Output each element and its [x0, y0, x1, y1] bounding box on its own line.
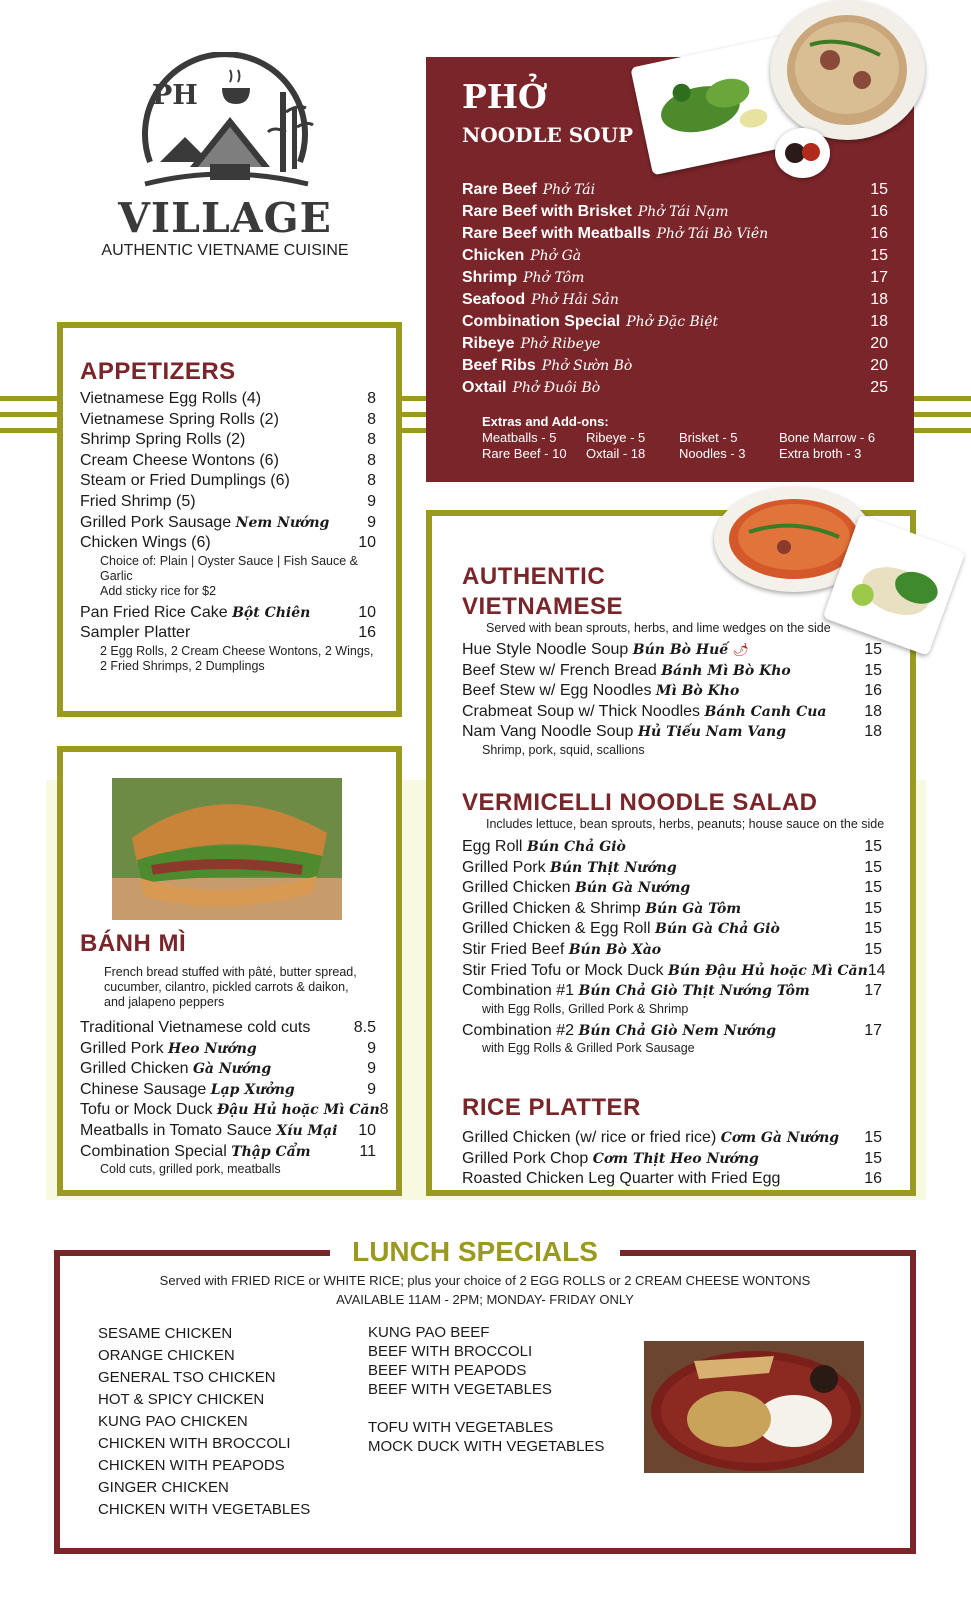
stripe-right-3: [914, 428, 971, 433]
banh-mi-item-price: 9: [367, 1060, 376, 1078]
appetizer-item-price: 8: [367, 390, 376, 407]
banh-mi-description: French bread stuffed with pâté, butter spread, cucumber, cilantro, pickled carrots & daikon, and jalapeno peppers: [104, 965, 357, 1009]
pho-item-price: 18: [870, 313, 888, 330]
pho-item: [462, 311, 888, 333]
banh-mi-item: [80, 1080, 376, 1101]
pho-item-en: Ribeye: [462, 335, 515, 352]
vermicelli-item-vn: Bún Đậu Hủ hoặc Mì Căn: [668, 962, 868, 979]
pho-item: [462, 355, 888, 377]
banh-mi-item-en: Meatballs in Tomato Sauce: [80, 1121, 272, 1139]
pho-item: [462, 289, 888, 311]
extra-item: Noodles - 3: [679, 446, 746, 461]
extras-title: Extras and Add-ons:: [482, 414, 609, 429]
banh-mi-item-name: [80, 1121, 337, 1142]
vermicelli-subtitle: Includes lettuce, bean sprouts, herbs, peanuts; house sauce on the side: [486, 817, 885, 831]
pho-item-name: [462, 179, 595, 201]
pho-item: [462, 179, 888, 201]
appetizer-item-en: Cream Cheese Wontons (6): [80, 451, 279, 469]
vermicelli-item-vn: Bún Chả Giò: [526, 839, 626, 855]
banh-mi-item-price: 9: [367, 1039, 376, 1057]
vermicelli-items: [462, 837, 886, 1060]
vermicelli-item-price: 14: [867, 961, 886, 979]
appetizer-item-vn: Bột Chiên: [232, 604, 311, 621]
stripe-mid-2: [400, 412, 426, 417]
appetizer-item: [80, 513, 376, 534]
vermicelli-item-note: with Egg Rolls, Grilled Pork & Shrimp: [482, 1001, 689, 1016]
village-logo-icon: [130, 52, 320, 202]
vermicelli-item-name: [462, 1021, 776, 1042]
lunch-beef-tofu-list: [368, 1323, 604, 1456]
banh-mi-item-price: 9: [367, 1080, 376, 1098]
appetizer-item-en: Pan Fried Rice Cake: [80, 603, 228, 621]
pho-item-price: 16: [870, 225, 888, 242]
pho-item: [462, 377, 888, 399]
pho-item-en: Seafood: [462, 291, 526, 308]
banh-mi-item-note: Cold cuts, grilled pork, meatballs: [100, 1162, 281, 1177]
lunch-note-1: Served with FRIED RICE or WHITE RICE; plus your choice of 2 EGG ROLLS or 2 CREAM CHEESE WONTONS: [159, 1273, 811, 1288]
banh-mi-item-vn: Xíu Mại: [276, 1122, 338, 1139]
stripe-mid-1: [400, 396, 426, 401]
rice-item-en: Roasted Chicken Leg Quarter with Fried Egg: [462, 1170, 781, 1188]
authentic-item-vn: Hủ Tiếu Nam Vang: [637, 724, 786, 741]
authentic-item-en: Crabmeat Soup w/ Thick Noodles: [462, 702, 701, 720]
appetizer-item-en: Fried Shrimp (5): [80, 492, 196, 510]
extra-item: Extra broth - 3: [779, 446, 862, 461]
vermicelli-item: [462, 878, 882, 899]
rice-item-price: 15: [864, 1129, 882, 1146]
vermicelli-item-vn: Bún Bò Xào: [568, 941, 662, 958]
lunch-item: TOFU WITH VEGETABLES: [368, 1419, 554, 1436]
vermicelli-item: [462, 961, 886, 982]
authentic-item-en: Beef Stew w/ French Bread: [462, 661, 657, 679]
appetizer-item-en: Shrimp Spring Rolls (2): [80, 431, 246, 449]
appetizer-item: [80, 451, 376, 472]
pho-item-vn: Phở Sườn Bò: [541, 358, 633, 374]
lunch-plate-image: [644, 1341, 864, 1473]
pho-item-vn: Phở Ribeye: [520, 336, 601, 352]
vermicelli-item-name: [462, 919, 780, 940]
lunch-item: MOCK DUCK WITH VEGETABLES: [368, 1438, 605, 1455]
appetizer-item: [80, 389, 376, 410]
pho-item-name: [462, 377, 600, 399]
appetizer-item-en: Vietnamese Spring Rolls (2): [80, 410, 279, 428]
vermicelli-item-name: [462, 940, 661, 961]
lunch-item: KUNG PAO BEEF: [368, 1324, 490, 1341]
appetizer-item-price: 9: [367, 492, 376, 510]
appetizer-item-name: [80, 451, 279, 472]
appetizer-item: [80, 603, 376, 624]
appetizer-item: [80, 533, 376, 554]
pho-item-en: Rare Beef: [462, 181, 537, 198]
lunch-item: GENERAL TSO CHICKEN: [98, 1369, 276, 1386]
lunch-note-2: AVAILABLE 11AM - 2PM; MONDAY- FRIDAY ONLY: [336, 1292, 634, 1307]
pho-item-en: Oxtail: [462, 379, 507, 396]
authentic-item-vn: Bún Bò Huế: [632, 642, 729, 658]
pho-item-name: [462, 355, 632, 377]
pho-item-price: 20: [870, 357, 888, 374]
authentic-item: [462, 640, 882, 661]
authentic-item-name: [462, 722, 786, 743]
rice-item: [462, 1128, 882, 1149]
pho-item-vn: Phở Tái Nạm: [637, 204, 729, 220]
vermicelli-item: [462, 899, 882, 920]
authentic-item-name: [462, 661, 791, 682]
pho-item-name: [462, 201, 729, 223]
rice-item: [462, 1169, 882, 1190]
lunch-specials-title: LUNCH SPECIALS: [330, 1236, 620, 1268]
vermicelli-item: [462, 940, 882, 961]
vermicelli-item-vn: Bún Thịt Nướng: [550, 859, 677, 876]
authentic-item: [462, 702, 882, 723]
rice-item-price: 16: [864, 1170, 882, 1188]
authentic-title-line1: AUTHENTIC: [462, 563, 606, 590]
lunch-item: GINGER CHICKEN: [98, 1479, 229, 1496]
pho-item-price: 25: [870, 379, 888, 396]
banh-mi-image: [112, 778, 342, 920]
chili-pepper-icon: 🌶: [732, 642, 749, 657]
banh-mi-item-name: [80, 1059, 271, 1080]
appetizer-item-price: 8: [367, 410, 376, 428]
pho-item: [462, 223, 888, 245]
authentic-item: [462, 661, 882, 682]
vermicelli-item: [462, 837, 882, 858]
vermicelli-item-name: [462, 961, 868, 982]
vermicelli-item-en: Stir Fried Tofu or Mock Duck: [462, 961, 664, 979]
lunch-item: ORANGE CHICKEN: [98, 1347, 235, 1364]
banh-mi-item-en: Grilled Chicken: [80, 1060, 189, 1078]
appetizers-items: [80, 389, 376, 678]
appetizer-item-en: Vietnamese Egg Rolls (4): [80, 390, 262, 407]
authentic-item-en: Nam Vang Noodle Soup: [462, 723, 634, 741]
vermicelli-item-name: [462, 981, 810, 1002]
stripe-left-2: [0, 412, 58, 417]
pho-item-vn: Phở Tái: [542, 182, 596, 198]
appetizer-item-name: [80, 513, 329, 534]
authentic-item-en: Beef Stew w/ Egg Noodles: [462, 682, 652, 700]
vermicelli-item-en: Combination #2: [462, 1021, 575, 1039]
appetizer-item-price: 10: [358, 603, 376, 621]
pho-item-en: Rare Beef with Meatballs: [462, 225, 651, 242]
extra-item: Bone Marrow - 6: [779, 430, 876, 445]
banh-mi-item: [80, 1100, 389, 1121]
lunch-item: CHICKEN WITH VEGETABLES: [98, 1501, 311, 1518]
appetizers-title: APPETIZERS: [80, 358, 236, 385]
appetizer-item-en: Sampler Platter: [80, 624, 191, 642]
appetizer-item-price: 16: [358, 624, 376, 642]
pho-item-vn: Phở Đuôi Bò: [512, 380, 601, 396]
extra-item: Oxtail - 18: [586, 446, 646, 461]
vermicelli-item-price: 17: [864, 982, 882, 1000]
vermicelli-item: [462, 1021, 882, 1042]
extras-grid: [482, 430, 882, 462]
appetizer-item-name: [80, 533, 211, 554]
appetizer-item-en: Chicken Wings (6): [80, 534, 211, 552]
appetizer-item-note: Choice of: Plain | Oyster Sauce | Fish Sauce & Garlic Add sticky rice for $2: [100, 553, 359, 598]
lunch-chicken-list: [98, 1323, 310, 1521]
authentic-item-price: 18: [864, 702, 882, 720]
pho-item: [462, 201, 888, 223]
authentic-item-name: [462, 681, 739, 702]
lunch-item: SESAME CHICKEN: [98, 1325, 233, 1342]
banh-mi-item-en: Chinese Sausage: [80, 1080, 207, 1098]
authentic-item-price: 16: [864, 682, 882, 700]
lunch-item: KUNG PAO CHICKEN: [98, 1413, 248, 1430]
banh-mi-title: BÁNH MÌ: [80, 930, 187, 957]
banh-mi-item-price: 8: [379, 1101, 389, 1119]
pho-item-en: Rare Beef with Brisket: [462, 203, 632, 220]
vermicelli-item-en: Grilled Chicken: [462, 879, 571, 897]
banh-mi-item-name: [80, 1080, 295, 1101]
appetizer-item-name: [80, 623, 190, 644]
vermicelli-item-vn: Bún Chả Giò Nem Nướng: [578, 1022, 777, 1039]
vermicelli-item-note: with Egg Rolls & Grilled Pork Sausage: [482, 1041, 695, 1056]
appetizer-item: [80, 410, 376, 431]
appetizer-item: [80, 492, 376, 513]
vermicelli-item-vn: Bún Gà Tôm: [645, 900, 742, 917]
banh-mi-item-vn: Heo Nướng: [168, 1040, 257, 1057]
pho-item: [462, 267, 888, 289]
pho-bowl-photo: [770, 0, 925, 140]
pho-item-vn: Phở Gà: [530, 248, 582, 264]
vermicelli-item: [462, 981, 882, 1002]
appetizer-item-en: Steam or Fried Dumplings (6): [80, 472, 290, 490]
appetizer-item-price: 8: [367, 472, 376, 490]
authentic-item-vn: Bánh Canh Cua: [704, 703, 827, 720]
appetizer-item-price: 9: [367, 513, 376, 531]
authentic-subtitle: Served with bean sprouts, herbs, and lime wedges on the side: [486, 621, 831, 635]
banh-mi-photo: [112, 778, 342, 920]
stripe-left-3: [0, 428, 58, 433]
rice-item-vn: Cơm Thịt Heo Nướng: [592, 1150, 759, 1167]
stripe-right-1: [914, 396, 971, 401]
banh-mi-item-name: [80, 1039, 257, 1060]
vermicelli-item-price: 15: [864, 858, 882, 876]
vermicelli-item-price: 15: [864, 899, 882, 917]
lunch-item: HOT & SPICY CHICKEN: [98, 1391, 265, 1408]
lunch-item: CHICKEN WITH PEAPODS: [98, 1457, 285, 1474]
lunch-item: CHICKEN WITH BROCCOLI: [98, 1435, 291, 1452]
pho-subtitle: NOODLE SOUP: [462, 123, 634, 147]
logo-tagline: AUTHENTIC VIETNAME CUISINE: [101, 242, 349, 259]
authentic-item-en: Hue Style Noodle Soup: [462, 641, 629, 658]
restaurant-logo: [85, 52, 365, 267]
extra-item: Rare Beef - 10: [482, 446, 567, 461]
vermicelli-item-price: 15: [864, 838, 882, 855]
banh-mi-item-en: Grilled Pork: [80, 1039, 164, 1057]
banh-mi-item: [80, 1059, 376, 1080]
authentic-item-price: 15: [864, 641, 882, 658]
banh-mi-item: [80, 1121, 376, 1142]
pho-item-price: 16: [870, 203, 888, 220]
appetizer-item-name: [80, 430, 245, 451]
rice-item-vn: Cơm Gà Nướng: [720, 1130, 840, 1146]
logo-name: VILLAGE: [118, 194, 332, 242]
extra-item: Ribeye - 5: [586, 430, 646, 445]
pho-item-price: 18: [870, 291, 888, 308]
pho-item-name: [462, 223, 768, 245]
banh-mi-item-vn: Đậu Hủ hoặc Mì Căn: [216, 1102, 380, 1119]
authentic-item-vn: Bánh Mì Bò Kho: [661, 662, 791, 679]
rice-item-en: Grilled Pork Chop: [462, 1149, 589, 1167]
banh-mi-item-vn: Lạp Xưởng: [210, 1081, 295, 1098]
lunch-item: BEEF WITH VEGETABLES: [368, 1381, 552, 1398]
pho-item-name: [462, 267, 584, 289]
appetizer-item-price: 8: [367, 431, 376, 449]
vermicelli-title: VERMICELLI NOODLE SALAD: [462, 789, 818, 816]
authentic-items: [462, 640, 882, 762]
banh-mi-item-price: 8.5: [353, 1019, 376, 1036]
banh-mi-item-en: Combination Special: [80, 1142, 227, 1160]
sauce-dish-photo: [775, 128, 830, 178]
authentic-title-line2: VIETNAMESE: [462, 593, 624, 620]
vermicelli-item-name: [462, 858, 677, 879]
pho-item-price: 17: [870, 269, 888, 286]
vermicelli-item-name: [462, 837, 626, 858]
authentic-item-price: 18: [864, 723, 882, 741]
rice-item-name: [462, 1128, 839, 1149]
banh-mi-item-price: 11: [359, 1142, 376, 1160]
lunch-item: BEEF WITH BROCCOLI: [368, 1343, 533, 1360]
pho-item: [462, 245, 888, 267]
authentic-item-name: [462, 702, 826, 723]
authentic-item: [462, 722, 882, 743]
appetizer-item-en: Grilled Pork Sausage: [80, 513, 232, 531]
banh-mi-item-en: Tofu or Mock Duck: [80, 1101, 213, 1119]
appetizer-item: [80, 623, 376, 644]
rice-items: [462, 1128, 882, 1190]
banh-mi-item-vn: Thập Cẩm: [231, 1143, 311, 1160]
pho-item: [462, 333, 888, 355]
pho-item-price: 15: [870, 181, 888, 198]
rice-item-name: [462, 1149, 759, 1170]
pho-item-price: 15: [870, 247, 888, 264]
lunch-item: [368, 1399, 604, 1418]
extra-item: Meatballs - 5: [482, 430, 557, 445]
pho-item-en: Shrimp: [462, 269, 518, 286]
vermicelli-item-en: Combination #1: [462, 982, 575, 1000]
extra-item: Brisket - 5: [679, 430, 738, 445]
vermicelli-item-name: [462, 878, 690, 899]
pho-item-name: [462, 245, 581, 267]
authentic-item: [462, 681, 882, 702]
rice-item-en: Grilled Chicken (w/ rice or fried rice): [462, 1129, 717, 1146]
appetizer-item-note: 2 Egg Rolls, 2 Cream Cheese Wontons, 2 Wings, 2 Fried Shrimps, 2 Dumplings: [100, 643, 374, 673]
vermicelli-item-price: 15: [864, 940, 882, 958]
vermicelli-item-en: Egg Roll: [462, 838, 523, 855]
logo-pho-text: PH: [152, 80, 198, 111]
appetizer-item: [80, 471, 376, 492]
rice-item-price: 15: [864, 1149, 882, 1167]
vermicelli-item-vn: Bún Gà Chả Giò: [654, 921, 780, 938]
pho-item-name: [462, 333, 600, 355]
lunch-plate-photo: [644, 1341, 864, 1473]
rice-title: RICE PLATTER: [462, 1094, 641, 1121]
banh-mi-item: [80, 1039, 376, 1060]
banh-mi-item-vn: Gà Nướng: [192, 1061, 272, 1078]
vermicelli-item-price: 15: [864, 920, 882, 938]
vermicelli-item-en: Grilled Chicken & Shrimp: [462, 899, 641, 917]
authentic-item-vn: Mì Bò Kho: [655, 683, 740, 700]
appetizer-item-name: [80, 471, 290, 492]
rice-item-name: [462, 1169, 780, 1190]
rice-item: [462, 1149, 882, 1170]
banh-mi-item-name: [80, 1100, 380, 1121]
vermicelli-item-vn: Bún Chả Giò Thịt Nướng Tôm: [578, 983, 810, 1000]
appetizer-item-name: [80, 492, 196, 513]
pho-item-name: [462, 289, 619, 311]
appetizer-item-price: 8: [367, 451, 376, 469]
banh-mi-item-en: Traditional Vietnamese cold cuts: [80, 1019, 311, 1036]
stripe-right-2: [914, 412, 971, 417]
banh-mi-item-name: [80, 1142, 311, 1163]
pho-item-name: [462, 311, 718, 333]
appetizer-item-vn: Nem Nướng: [235, 514, 330, 531]
vermicelli-item: [462, 919, 882, 940]
pho-items: [462, 179, 888, 399]
vermicelli-item-price: 15: [864, 879, 882, 897]
appetizer-item-name: [80, 603, 310, 624]
pho-item-en: Beef Ribs: [462, 357, 536, 374]
pho-item-en: Chicken: [462, 247, 525, 264]
banh-mi-items: [80, 1018, 389, 1181]
vermicelli-item-vn: Bún Gà Nướng: [574, 880, 691, 897]
appetizer-item-name: [80, 389, 261, 410]
appetizer-item-name: [80, 410, 279, 431]
vermicelli-item-en: Grilled Pork: [462, 858, 546, 876]
stripe-left-1: [0, 396, 58, 401]
pho-title: PHỞ: [462, 77, 547, 116]
pho-item-en: Combination Special: [462, 313, 621, 330]
vermicelli-item-price: 17: [864, 1021, 882, 1039]
banh-mi-item: [80, 1018, 376, 1039]
sauce-dish-image: [775, 128, 830, 178]
stripe-mid-3: [400, 428, 426, 433]
pho-item-vn: Phở Tôm: [523, 270, 585, 286]
vermicelli-item: [462, 858, 882, 879]
pho-item-price: 20: [870, 335, 888, 352]
pho-item-vn: Phở Đặc Biệt: [626, 314, 719, 330]
banh-mi-item-name: [80, 1018, 310, 1039]
vermicelli-item-name: [462, 899, 741, 920]
banh-mi-item-price: 10: [358, 1121, 376, 1139]
vermicelli-item-en: Stir Fried Beef: [462, 940, 565, 958]
appetizer-item-price: 10: [358, 534, 376, 552]
banh-mi-item: [80, 1142, 376, 1163]
authentic-item-note: Shrimp, pork, squid, scallions: [482, 742, 645, 757]
pho-item-vn: Phở Tái Bò Viên: [656, 226, 769, 242]
appetizer-item: [80, 430, 376, 451]
vermicelli-item-en: Grilled Chicken & Egg Roll: [462, 920, 651, 938]
pho-item-vn: Phở Hải Sản: [531, 292, 619, 308]
lunch-item: BEEF WITH PEAPODS: [368, 1362, 527, 1379]
authentic-item-price: 15: [864, 661, 882, 679]
authentic-item-name: [462, 640, 749, 661]
pho-bowl-image: [770, 0, 925, 140]
